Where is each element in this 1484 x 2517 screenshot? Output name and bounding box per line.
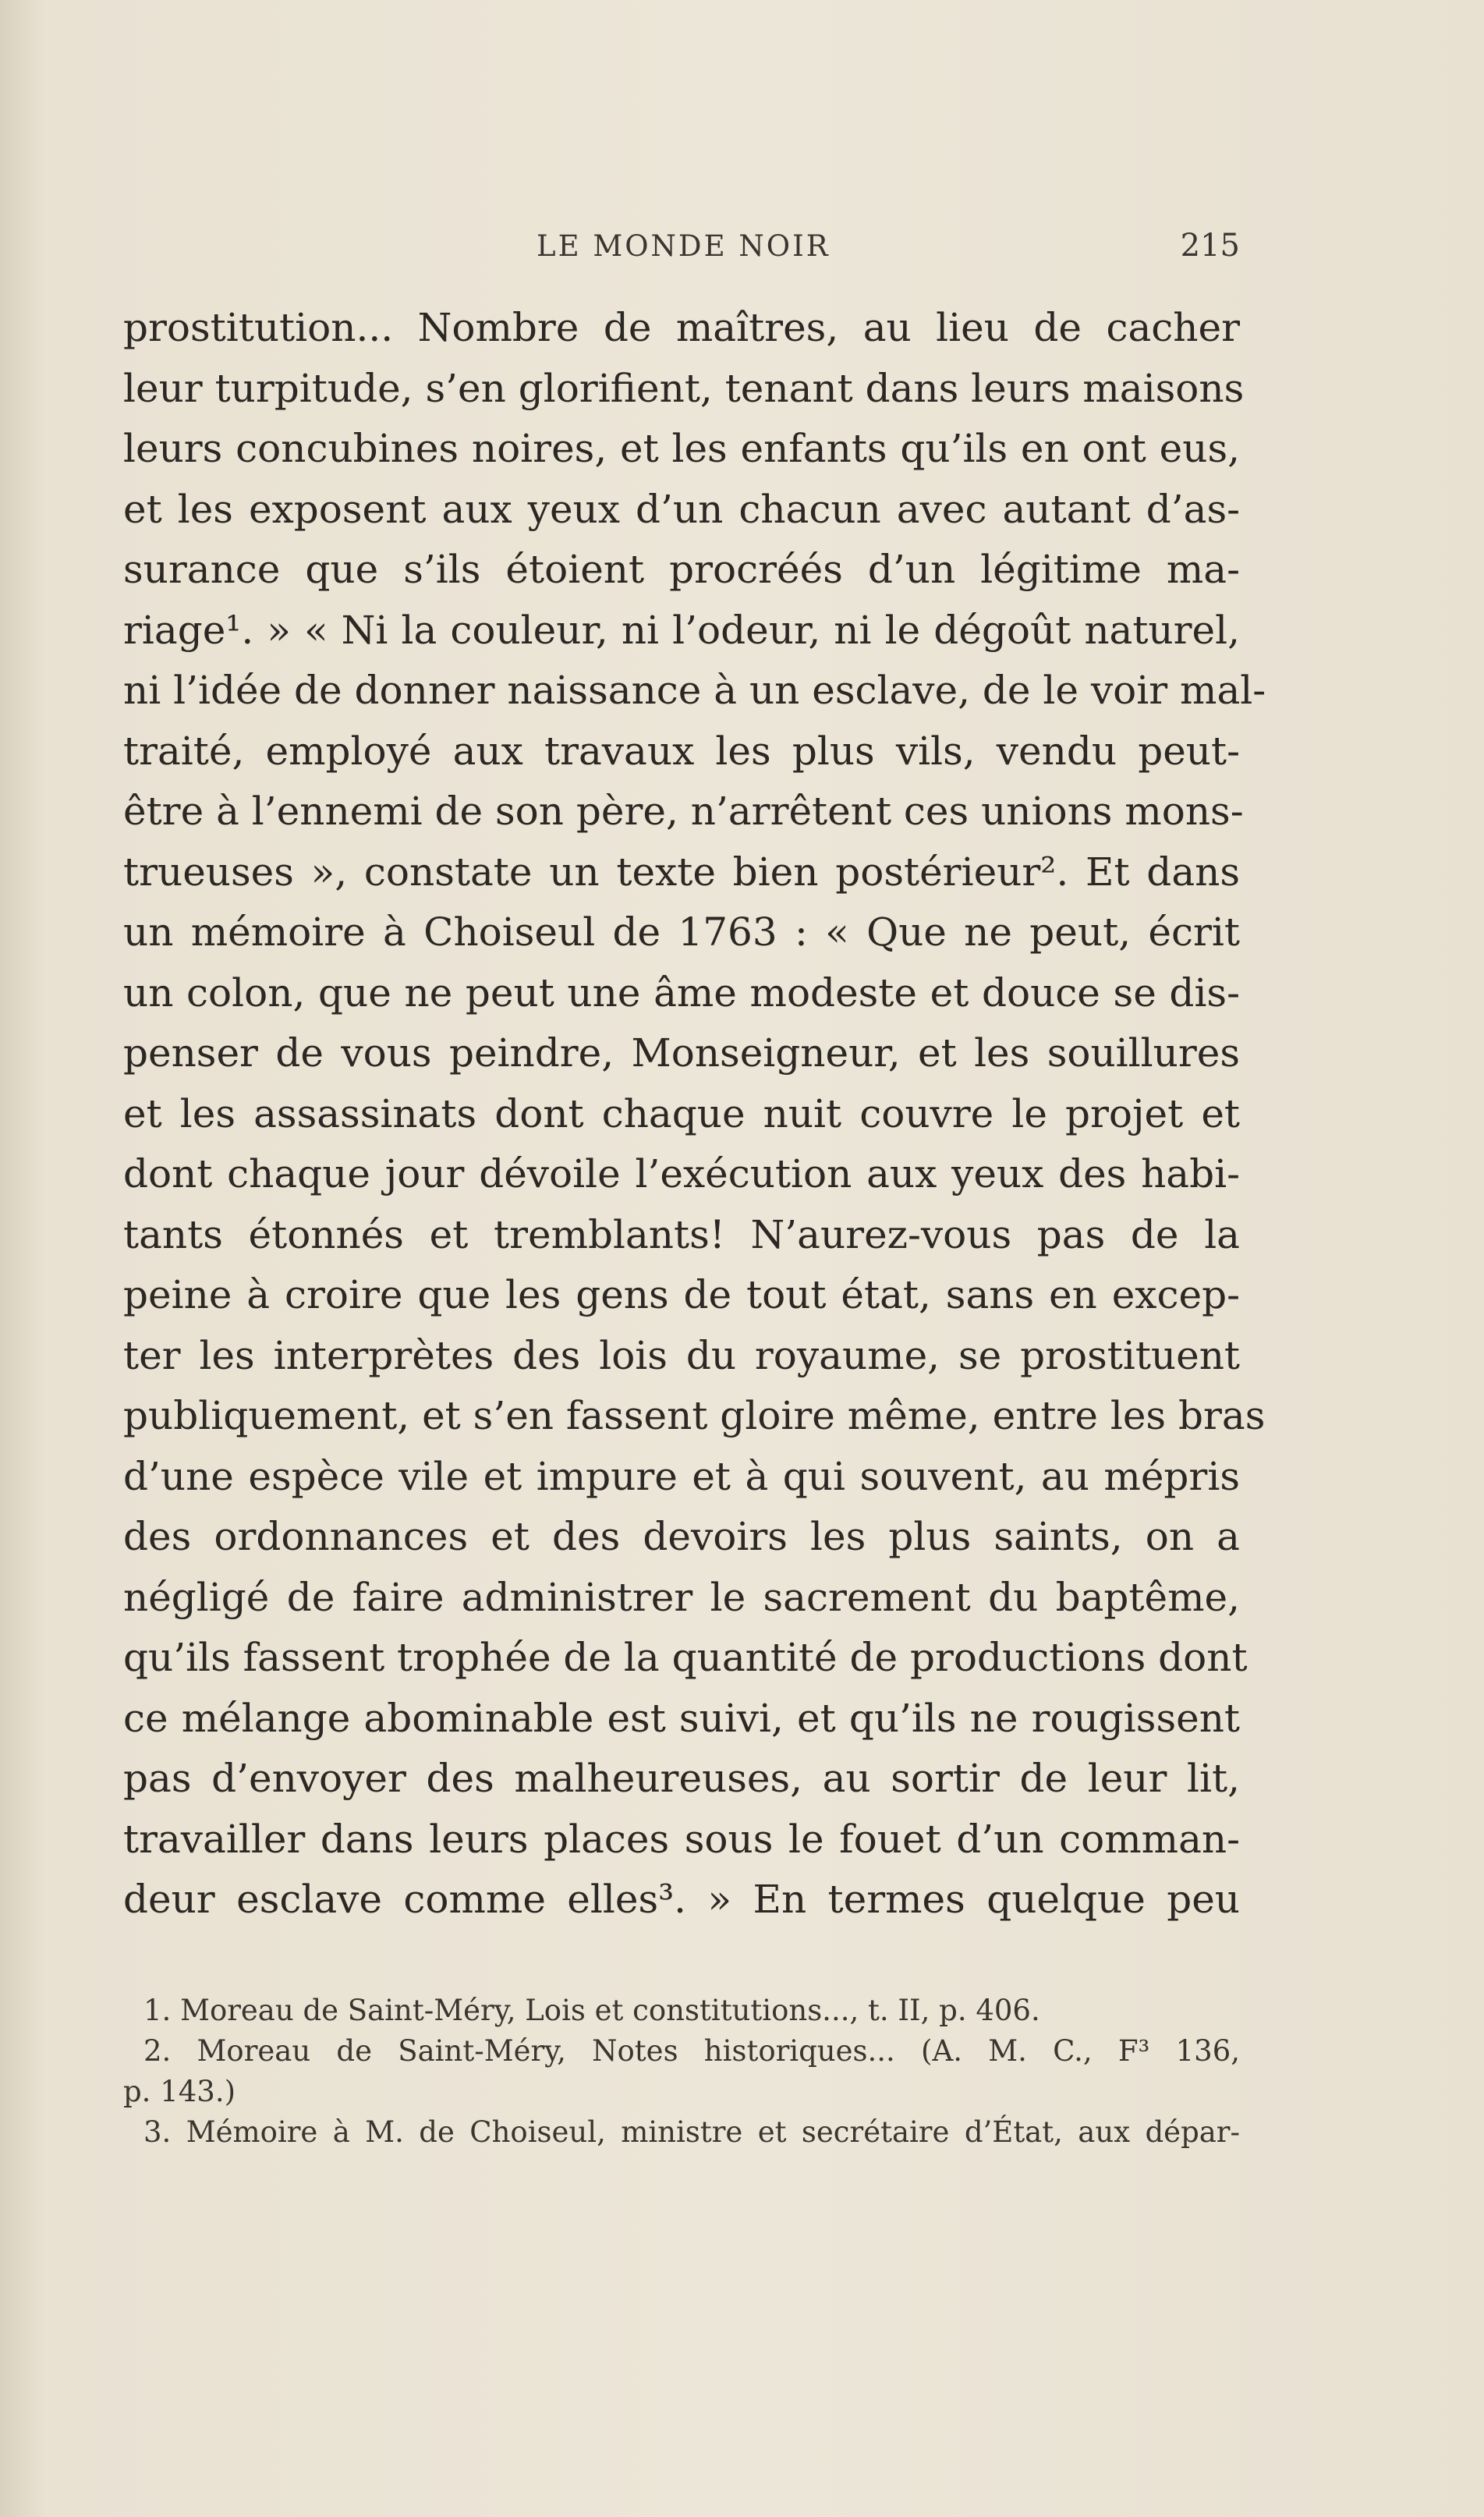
body-line: ni l’idée de donner naissance à un esclave, de le voir mal-: [123, 668, 1266, 713]
body-line: des ordonnances et des devoirs les plus saints, on a: [123, 1514, 1240, 1559]
body-line: deur esclave comme elles³. » En termes quelque peu: [123, 1877, 1240, 1922]
footnote-2-continued: p. 143.): [123, 2075, 236, 2108]
body-line: leurs concubines noires, et les enfants qu’ils en ont eus,: [123, 426, 1240, 471]
body-line: traité, employé aux travaux les plus vils, vendu peut-: [123, 728, 1240, 774]
body-line: peine à croire que les gens de tout état, sans en excep-: [123, 1272, 1240, 1317]
page-number: 215: [1180, 228, 1240, 264]
body-line: riage¹. » « Ni la couleur, ni l’odeur, ni le dégoût naturel,: [123, 607, 1240, 653]
body-line: un colon, que ne peut une âme modeste et douce se dis-: [123, 970, 1240, 1016]
body-line: pas d’envoyer des malheureuses, au sortir de leur lit,: [123, 1756, 1240, 1801]
body-line: surance que s’ils étoient procréés d’un légitime ma-: [123, 547, 1240, 592]
body-line: tants étonnés et tremblants! N’aurez-vous pas de la: [123, 1211, 1240, 1257]
body-text: [123, 298, 1266, 1930]
body-line: trueuses », constate un texte bien postérieur². Et dans: [123, 849, 1240, 895]
body-line: travailler dans leurs places sous le fouet d’un comman-: [123, 1816, 1240, 1862]
footnote-2: 2. Moreau de Saint-Méry, Notes historiques... (A. M. C., F³ 136,: [143, 2034, 1240, 2068]
body-line: ter les interprètes des lois du royaume, se prostituent: [123, 1332, 1240, 1378]
body-line: négligé de faire administrer le sacrement du baptême,: [123, 1574, 1240, 1620]
footnote-3: 3. Mémoire à M. de Choiseul, ministre et secrétaire d’État, aux dépar-: [143, 2115, 1240, 2149]
body-line: qu’ils fassent trophée de la quantité de productions dont: [123, 1635, 1248, 1680]
page-header: [123, 225, 1240, 271]
body-line: ce mélange abominable est suivi, et qu’ils ne rougissent: [123, 1695, 1240, 1741]
body-line: dont chaque jour dévoile l’exécution aux yeux des habi-: [123, 1151, 1240, 1196]
body-line: prostitution... Nombre de maîtres, au lieu de cacher: [123, 305, 1240, 350]
footnotes: [123, 1991, 1240, 2153]
body-line: leur turpitude, s’en glorifient, tenant dans leurs maisons: [123, 365, 1245, 411]
body-line: et les exposent aux yeux d’un chacun avec autant d’as-: [123, 486, 1240, 532]
body-line: être à l’ennemi de son père, n’arrêtent ces unions mons-: [123, 789, 1244, 834]
body-line: publiquement, et s’en fassent gloire même, entre les bras: [123, 1393, 1266, 1438]
footnote-1: 1. Moreau de Saint-Méry, Lois et constitutions..., t. II, p. 406.: [143, 1994, 1040, 2027]
body-line: d’une espèce vile et impure et à qui souvent, au mépris: [123, 1453, 1240, 1499]
running-head: LE MONDE NOIR: [537, 229, 831, 263]
body-line: un mémoire à Choiseul de 1763 : « Que ne peut, écrit: [123, 909, 1240, 955]
body-line: et les assassinats dont chaque nuit couvre le projet et: [123, 1090, 1240, 1136]
body-line: penser de vous peindre, Monseigneur, et les souillures: [123, 1030, 1240, 1076]
